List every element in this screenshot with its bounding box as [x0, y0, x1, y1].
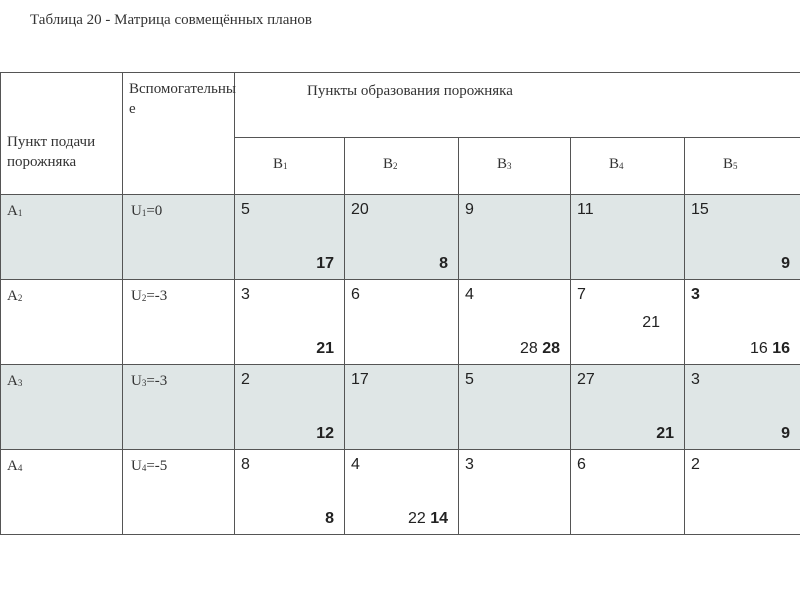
- column-letter: B: [273, 156, 284, 172]
- allocation-second: 16: [772, 340, 791, 357]
- matrix-body: [1, 195, 800, 535]
- potential-u3: [123, 365, 235, 450]
- potential-letter: U: [131, 458, 142, 474]
- allocation: [408, 510, 448, 528]
- allocation-second: 9: [781, 425, 791, 442]
- matrix-cell: [685, 365, 800, 450]
- allocation-second: 8: [439, 255, 448, 272]
- row-subscript: 1: [17, 208, 23, 218]
- potential-subscript: 4: [141, 463, 147, 473]
- supply-point-header: [1, 73, 123, 195]
- potential-u1: [123, 195, 235, 280]
- column-header-b5: [685, 138, 800, 195]
- formation-points-header: [235, 73, 800, 138]
- matrix-cell: [345, 280, 459, 365]
- allocation: [520, 340, 560, 358]
- matrix-cell: [571, 280, 685, 365]
- potential-value: =-3: [146, 288, 168, 304]
- allocation: [316, 340, 334, 358]
- cost-value: 7: [577, 286, 586, 303]
- column-subscript: 5: [733, 161, 738, 171]
- header-row: [1, 73, 800, 138]
- auxiliary-label: Вспомогательные: [129, 81, 236, 117]
- row-letter: A: [7, 373, 18, 389]
- cost-value: 15: [691, 201, 709, 218]
- potential-letter: U: [131, 373, 142, 389]
- matrix-cell: [685, 280, 800, 365]
- cost-value: 3: [241, 286, 250, 303]
- table-row: [1, 450, 800, 535]
- row-header-a2: [1, 280, 123, 365]
- cost-value: 2: [241, 371, 250, 388]
- potential-value: =0: [146, 203, 163, 219]
- auxiliary-header: [123, 73, 235, 195]
- matrix-cell: [685, 195, 800, 280]
- column-header-b3: [459, 138, 571, 195]
- cost-value: 20: [351, 201, 369, 218]
- column-letter: B: [609, 156, 620, 172]
- allocation-first: 16: [750, 340, 768, 357]
- cost-value: 2: [691, 456, 700, 473]
- matrix-cell: [235, 450, 345, 535]
- row-header-a4: [1, 450, 123, 535]
- column-letter: B: [383, 156, 394, 172]
- cost-value: 11: [577, 201, 594, 218]
- matrix-cell: [235, 365, 345, 450]
- allocation: [439, 255, 448, 273]
- table-row: [1, 280, 800, 365]
- allocation-second: 9: [781, 255, 791, 272]
- matrix-cell: [571, 195, 685, 280]
- matrix-cell: [345, 450, 459, 535]
- allocation: [781, 425, 790, 443]
- row-letter: A: [7, 458, 18, 474]
- column-letter: B: [497, 156, 508, 172]
- potential-subscript: 3: [141, 378, 147, 388]
- cost-value: 5: [241, 201, 250, 218]
- potential-subscript: 1: [141, 208, 147, 218]
- column-subscript: 3: [507, 161, 512, 171]
- matrix-cell: [235, 280, 345, 365]
- table-row: [1, 365, 800, 450]
- cost-value: 6: [577, 456, 586, 473]
- allocation-second: 17: [316, 255, 334, 272]
- cost-value: 3: [465, 456, 474, 473]
- cost-value: 8: [241, 456, 250, 473]
- column-header-b2: [345, 138, 459, 195]
- allocation: [316, 425, 334, 443]
- allocation: [656, 425, 674, 443]
- matrix-cell: [459, 365, 571, 450]
- potential-u4: [123, 450, 235, 535]
- allocation: [325, 510, 334, 528]
- allocation-first: 22: [407, 510, 426, 527]
- column-subscript: 4: [619, 161, 624, 171]
- matrix-cell: [571, 450, 685, 535]
- potential-subscript: 2: [141, 293, 147, 303]
- row-letter: A: [7, 203, 18, 219]
- allocation-second: 14: [430, 510, 448, 527]
- allocation-second: 21: [316, 340, 334, 357]
- row-header-a3: [1, 365, 123, 450]
- allocation-second: 8: [325, 510, 334, 527]
- matrix-cell: [459, 195, 571, 280]
- cost-value: 6: [351, 286, 360, 303]
- cost-value: 17: [351, 371, 369, 388]
- column-header-b4: [571, 138, 685, 195]
- allocation-first: 28: [519, 340, 538, 357]
- cost-value: 5: [465, 371, 474, 388]
- column-subscript: 1: [283, 161, 288, 171]
- allocation: [781, 255, 790, 273]
- row-subscript: 3: [17, 378, 23, 388]
- supply-point-label: Пункт подачи порожняка: [7, 134, 96, 170]
- cost-value: 4: [351, 456, 360, 473]
- potential-value: =-3: [146, 373, 168, 389]
- matrix-cell: [459, 450, 571, 535]
- matrix-cell: [345, 195, 459, 280]
- column-letter: B: [723, 156, 734, 172]
- matrix-cell: [685, 450, 800, 535]
- cost-value: 3: [691, 286, 700, 303]
- potential-letter: U: [131, 203, 142, 219]
- cost-value: 3: [691, 371, 700, 388]
- potential-u2: [123, 280, 235, 365]
- row-letter: A: [7, 288, 18, 304]
- cost-value: 4: [465, 286, 474, 303]
- matrix-cell: [459, 280, 571, 365]
- potential-letter: U: [131, 288, 142, 304]
- allocation-second: 21: [656, 425, 674, 442]
- row-subscript: 4: [17, 463, 23, 473]
- table-row: [1, 195, 800, 280]
- allocation: [750, 340, 790, 358]
- formation-points-label: Пункты образования порожняка: [307, 83, 513, 99]
- matrix-cell: [345, 365, 459, 450]
- table-caption: Таблица 20 - Матрица совмещённых планов: [30, 12, 312, 28]
- column-header-b1: [235, 138, 345, 195]
- cost-value: 9: [465, 201, 474, 218]
- potential-value: =-5: [146, 458, 168, 474]
- allocation: [316, 255, 334, 273]
- combined-plans-matrix: [0, 72, 800, 535]
- allocation-first: 21: [642, 314, 660, 331]
- allocation: [642, 314, 660, 332]
- column-subscript: 2: [393, 161, 398, 171]
- allocation-second: 12: [316, 425, 334, 442]
- matrix-cell: [235, 195, 345, 280]
- row-subscript: 2: [17, 293, 23, 303]
- allocation-second: 28: [542, 340, 560, 357]
- matrix-cell: [571, 365, 685, 450]
- row-header-a1: [1, 195, 123, 280]
- cost-value: 27: [577, 371, 595, 388]
